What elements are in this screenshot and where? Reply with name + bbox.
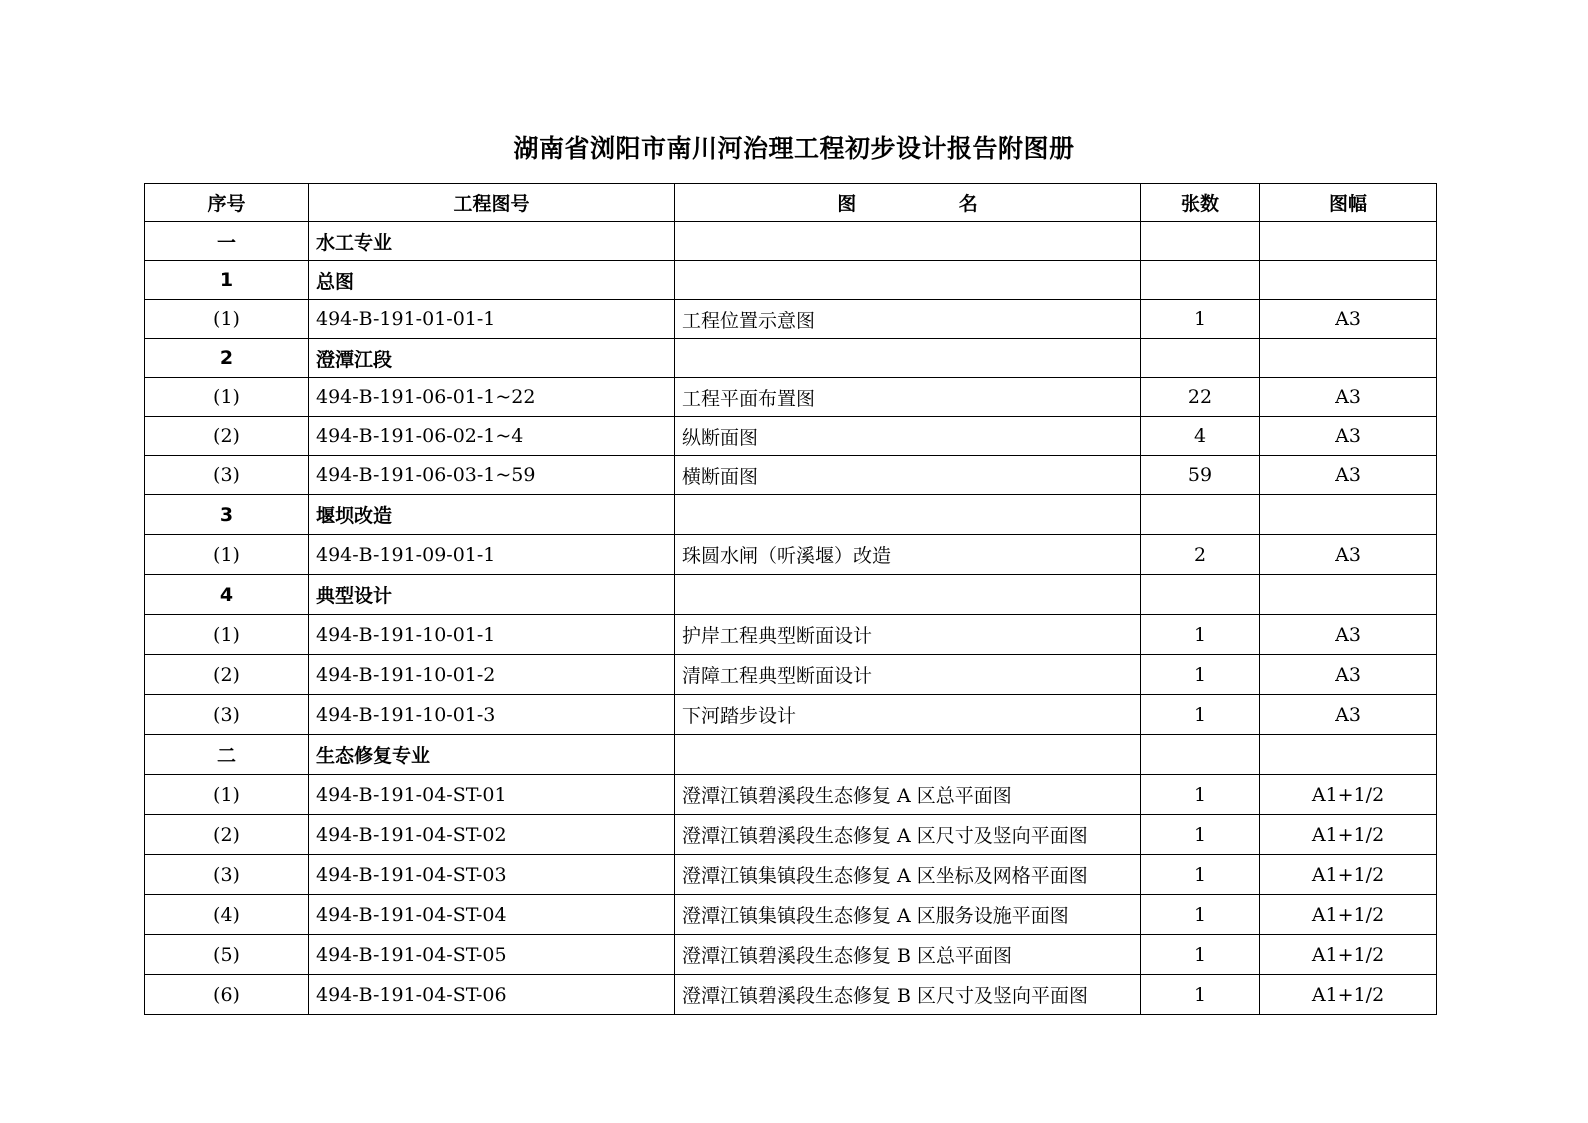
cell-size — [1260, 495, 1437, 535]
table-row — [145, 855, 1437, 895]
cell-size: A1+1/2 — [1260, 975, 1437, 1015]
cell-code: 494-B-191-06-03-1~59 — [309, 456, 675, 495]
table-row — [145, 815, 1437, 855]
cell-name: 下河踏步设计 — [675, 695, 1141, 735]
cell-code: 494-B-191-01-01-1 — [309, 300, 675, 339]
cell-code: 494-B-191-10-01-3 — [309, 695, 675, 735]
header-seq: 序号 — [145, 184, 309, 222]
cell-seq: 4 — [145, 575, 309, 615]
cell-seq: (1) — [145, 535, 309, 575]
cell-count — [1141, 495, 1260, 535]
header-count: 张数 — [1141, 184, 1260, 222]
table-row — [145, 535, 1437, 575]
cell-name — [675, 735, 1141, 775]
cell-count — [1141, 339, 1260, 378]
cell-code: 494-B-191-04-ST-03 — [309, 855, 675, 895]
cell-name — [675, 222, 1141, 261]
table-row — [145, 895, 1437, 935]
cell-code: 494-B-191-04-ST-01 — [309, 775, 675, 815]
cell-code: 494-B-191-09-01-1 — [309, 535, 675, 575]
cell-size: A3 — [1260, 535, 1437, 575]
cell-size: A3 — [1260, 378, 1437, 417]
header-size: 图幅 — [1260, 184, 1437, 222]
cell-seq: 3 — [145, 495, 309, 535]
cell-size: A1+1/2 — [1260, 855, 1437, 895]
cell-size: A3 — [1260, 300, 1437, 339]
cell-name: 工程位置示意图 — [675, 300, 1141, 339]
cell-size: A3 — [1260, 417, 1437, 456]
cell-code: 典型设计 — [309, 575, 675, 615]
cell-code: 494-B-191-10-01-2 — [309, 655, 675, 695]
cell-count: 1 — [1141, 300, 1260, 339]
cell-code: 堰坝改造 — [309, 495, 675, 535]
cell-code: 494-B-191-06-02-1~4 — [309, 417, 675, 456]
cell-count: 4 — [1141, 417, 1260, 456]
cell-code: 生态修复专业 — [309, 735, 675, 775]
cell-count: 1 — [1141, 855, 1260, 895]
table-row — [145, 935, 1437, 975]
section-row — [145, 735, 1437, 775]
cell-code: 494-B-191-10-01-1 — [309, 615, 675, 655]
cell-seq: 二 — [145, 735, 309, 775]
cell-code: 总图 — [309, 261, 675, 300]
section-row — [145, 495, 1437, 535]
table-row — [145, 378, 1437, 417]
cell-code: 494-B-191-04-ST-06 — [309, 975, 675, 1015]
cell-name: 澄潭江镇碧溪段生态修复 B 区尺寸及竖向平面图 — [675, 975, 1141, 1015]
cell-code: 494-B-191-06-01-1~22 — [309, 378, 675, 417]
cell-count — [1141, 261, 1260, 300]
cell-seq: (1) — [145, 775, 309, 815]
cell-size — [1260, 261, 1437, 300]
page-title: 湖南省浏阳市南川河治理工程初步设计报告附图册 — [513, 134, 1075, 163]
cell-name: 工程平面布置图 — [675, 378, 1141, 417]
cell-size: A3 — [1260, 456, 1437, 495]
cell-name: 横断面图 — [675, 456, 1141, 495]
table-row — [145, 775, 1437, 815]
cell-count: 1 — [1141, 895, 1260, 935]
cell-count: 1 — [1141, 655, 1260, 695]
cell-count: 1 — [1141, 775, 1260, 815]
cell-name — [675, 495, 1141, 535]
cell-name: 澄潭江镇碧溪段生态修复 A 区尺寸及竖向平面图 — [675, 815, 1141, 855]
cell-seq: (1) — [145, 378, 309, 417]
header-code: 工程图号 — [309, 184, 675, 222]
cell-name — [675, 339, 1141, 378]
cell-count: 2 — [1141, 535, 1260, 575]
table-header-row — [145, 184, 1437, 222]
cell-seq: 1 — [145, 261, 309, 300]
cell-count: 1 — [1141, 615, 1260, 655]
cell-name: 澄潭江镇集镇段生态修复 A 区服务设施平面图 — [675, 895, 1141, 935]
cell-count — [1141, 575, 1260, 615]
cell-code: 水工专业 — [309, 222, 675, 261]
cell-name: 纵断面图 — [675, 417, 1141, 456]
cell-count: 22 — [1141, 378, 1260, 417]
cell-name: 清障工程典型断面设计 — [675, 655, 1141, 695]
cell-count: 1 — [1141, 815, 1260, 855]
cell-seq: (4) — [145, 895, 309, 935]
cell-seq: (2) — [145, 815, 309, 855]
section-row — [145, 222, 1437, 261]
cell-count — [1141, 222, 1260, 261]
cell-seq: (3) — [145, 855, 309, 895]
cell-seq: (1) — [145, 300, 309, 339]
cell-seq: (3) — [145, 695, 309, 735]
table-row — [145, 655, 1437, 695]
table-row — [145, 300, 1437, 339]
cell-seq: (3) — [145, 456, 309, 495]
cell-seq: 一 — [145, 222, 309, 261]
cell-size: A1+1/2 — [1260, 895, 1437, 935]
cell-size: A3 — [1260, 695, 1437, 735]
cell-seq: (2) — [145, 417, 309, 456]
cell-code: 494-B-191-04-ST-04 — [309, 895, 675, 935]
cell-size — [1260, 575, 1437, 615]
table-row — [145, 975, 1437, 1015]
cell-code: 494-B-191-04-ST-02 — [309, 815, 675, 855]
section-row — [145, 575, 1437, 615]
cell-seq: (5) — [145, 935, 309, 975]
cell-name — [675, 261, 1141, 300]
table-row — [145, 456, 1437, 495]
cell-name: 澄潭江镇集镇段生态修复 A 区坐标及网格平面图 — [675, 855, 1141, 895]
cell-size: A1+1/2 — [1260, 935, 1437, 975]
cell-name: 澄潭江镇碧溪段生态修复 B 区总平面图 — [675, 935, 1141, 975]
cell-seq: (1) — [145, 615, 309, 655]
cell-size: A3 — [1260, 615, 1437, 655]
cell-name: 澄潭江镇碧溪段生态修复 A 区总平面图 — [675, 775, 1141, 815]
cell-name — [675, 575, 1141, 615]
cell-count: 1 — [1141, 695, 1260, 735]
cell-size: A1+1/2 — [1260, 815, 1437, 855]
cell-seq: (2) — [145, 655, 309, 695]
cell-size — [1260, 735, 1437, 775]
cell-count — [1141, 735, 1260, 775]
table-body — [145, 222, 1437, 1015]
header-name: 图 名 — [675, 184, 1141, 222]
cell-code: 494-B-191-04-ST-05 — [309, 935, 675, 975]
cell-name: 珠圆水闸（听溪堰）改造 — [675, 535, 1141, 575]
cell-size: A1+1/2 — [1260, 775, 1437, 815]
section-row — [145, 261, 1437, 300]
cell-size — [1260, 222, 1437, 261]
cell-seq: (6) — [145, 975, 309, 1015]
cell-count: 59 — [1141, 456, 1260, 495]
drawing-catalog-table — [144, 183, 1437, 1015]
cell-name: 护岸工程典型断面设计 — [675, 615, 1141, 655]
table-row — [145, 695, 1437, 735]
cell-code: 澄潭江段 — [309, 339, 675, 378]
section-row — [145, 339, 1437, 378]
cell-size — [1260, 339, 1437, 378]
table-row — [145, 615, 1437, 655]
table-row — [145, 417, 1437, 456]
cell-count: 1 — [1141, 935, 1260, 975]
cell-count: 1 — [1141, 975, 1260, 1015]
cell-seq: 2 — [145, 339, 309, 378]
cell-size: A3 — [1260, 655, 1437, 695]
